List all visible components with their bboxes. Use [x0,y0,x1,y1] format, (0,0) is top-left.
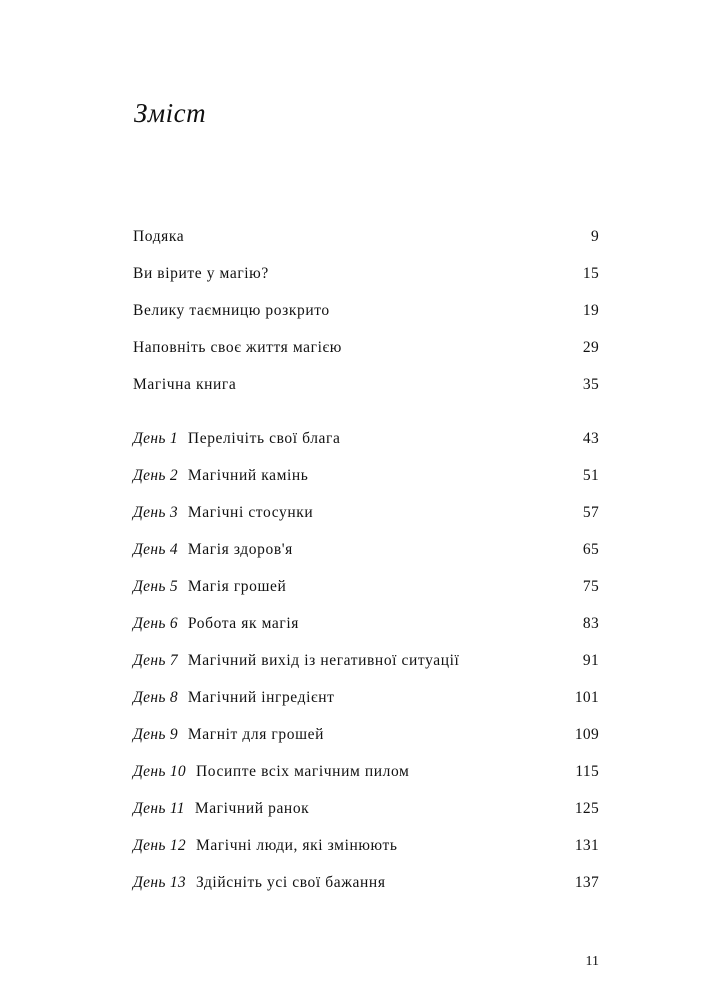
toc-entry-day-2[interactable] [133,467,599,504]
toc-day-label: День 13 [133,874,186,891]
page-title: Зміст [134,98,207,128]
toc-entry-magic-book[interactable] [133,376,599,413]
toc-entry-label: Робота як магія [187,615,299,632]
toc-day-label: День 3 [133,504,178,521]
toc-page-number: 125 [574,800,599,817]
toc-entry-acknowledgements[interactable] [133,228,599,265]
toc-entry-fill-life-with-magic[interactable] [133,339,599,376]
toc-day-label: День 9 [133,726,178,743]
toc-entry-day-7[interactable] [133,652,599,689]
toc-entry-label: Магічний камінь [187,467,309,484]
toc-page-number: 109 [574,726,599,743]
toc-page-number: 57 [582,504,599,521]
toc-day-label: День 4 [133,541,178,558]
toc-entry-label: Магія грошей [187,578,287,595]
toc-entry-label: Магічна книга [133,376,237,393]
toc-entry-label: Велику таємницю розкрито [133,302,330,319]
toc-day-label: День 1 [133,430,178,447]
toc-entry-believe-in-magic[interactable] [133,265,599,302]
toc-day-label: День 8 [133,689,178,706]
table-of-contents [133,228,599,911]
toc-entry-day-11[interactable] [133,800,599,837]
toc-page-number: 19 [582,302,599,319]
toc-page-number: 115 [575,763,599,780]
toc-entry-label: Магічний вихід із негативної ситуації [187,652,460,669]
toc-entry-great-secret-revealed[interactable] [133,302,599,339]
toc-day-label: День 12 [133,837,186,854]
toc-entry-day-8[interactable] [133,689,599,726]
toc-entry-label: Подяка [133,228,185,245]
toc-entry-label: Магія здоров'я [187,541,293,558]
toc-entry-day-9[interactable] [133,726,599,763]
toc-entry-day-12[interactable] [133,837,599,874]
toc-day-label: День 7 [133,652,178,669]
toc-entry-day-4[interactable] [133,541,599,578]
toc-entry-label: Магічний інгредієнт [187,689,335,706]
toc-page-number: 75 [582,578,599,595]
toc-day-label: День 2 [133,467,178,484]
toc-page-number: 101 [574,689,599,706]
toc-page-number: 131 [574,837,599,854]
toc-page-number: 91 [582,652,599,669]
toc-day-label: День 10 [133,763,186,780]
toc-entry-label: Перелічіть свої блага [187,430,341,447]
toc-page-number: 43 [582,430,599,447]
toc-entry-day-3[interactable] [133,504,599,541]
toc-page-number: 83 [582,615,599,632]
toc-entry-label: Наповніть своє життя магією [133,339,342,356]
toc-page-number: 9 [590,228,599,245]
toc-entry-label: Ви вірите у магію? [133,265,269,282]
toc-page-number: 137 [574,874,599,891]
toc-entry-label: Магічні стосунки [187,504,314,521]
toc-entry-day-6[interactable] [133,615,599,652]
toc-entry-label: Магічні люди, які змінюють [195,837,398,854]
toc-entry-label: Здійсніть усі свої бажання [195,874,386,891]
toc-entry-day-5[interactable] [133,578,599,615]
toc-page-number: 51 [582,467,599,484]
toc-entry-label: Магічний ранок [194,800,310,817]
toc-page-number: 15 [582,265,599,282]
toc-page-number: 29 [582,339,599,356]
toc-day-label: День 11 [133,800,185,817]
page-number-footer: 11 [585,954,599,969]
toc-entry-label: Магніт для грошей [187,726,324,743]
toc-entry-day-13[interactable] [133,874,599,911]
toc-page-number: 35 [582,376,599,393]
toc-day-label: День 5 [133,578,178,595]
toc-page-number: 65 [582,541,599,558]
toc-entry-day-10[interactable] [133,763,599,800]
toc-day-label: День 6 [133,615,178,632]
toc-entry-day-1[interactable] [133,430,599,467]
toc-entry-label: Посипте всіх магічним пилом [195,763,410,780]
